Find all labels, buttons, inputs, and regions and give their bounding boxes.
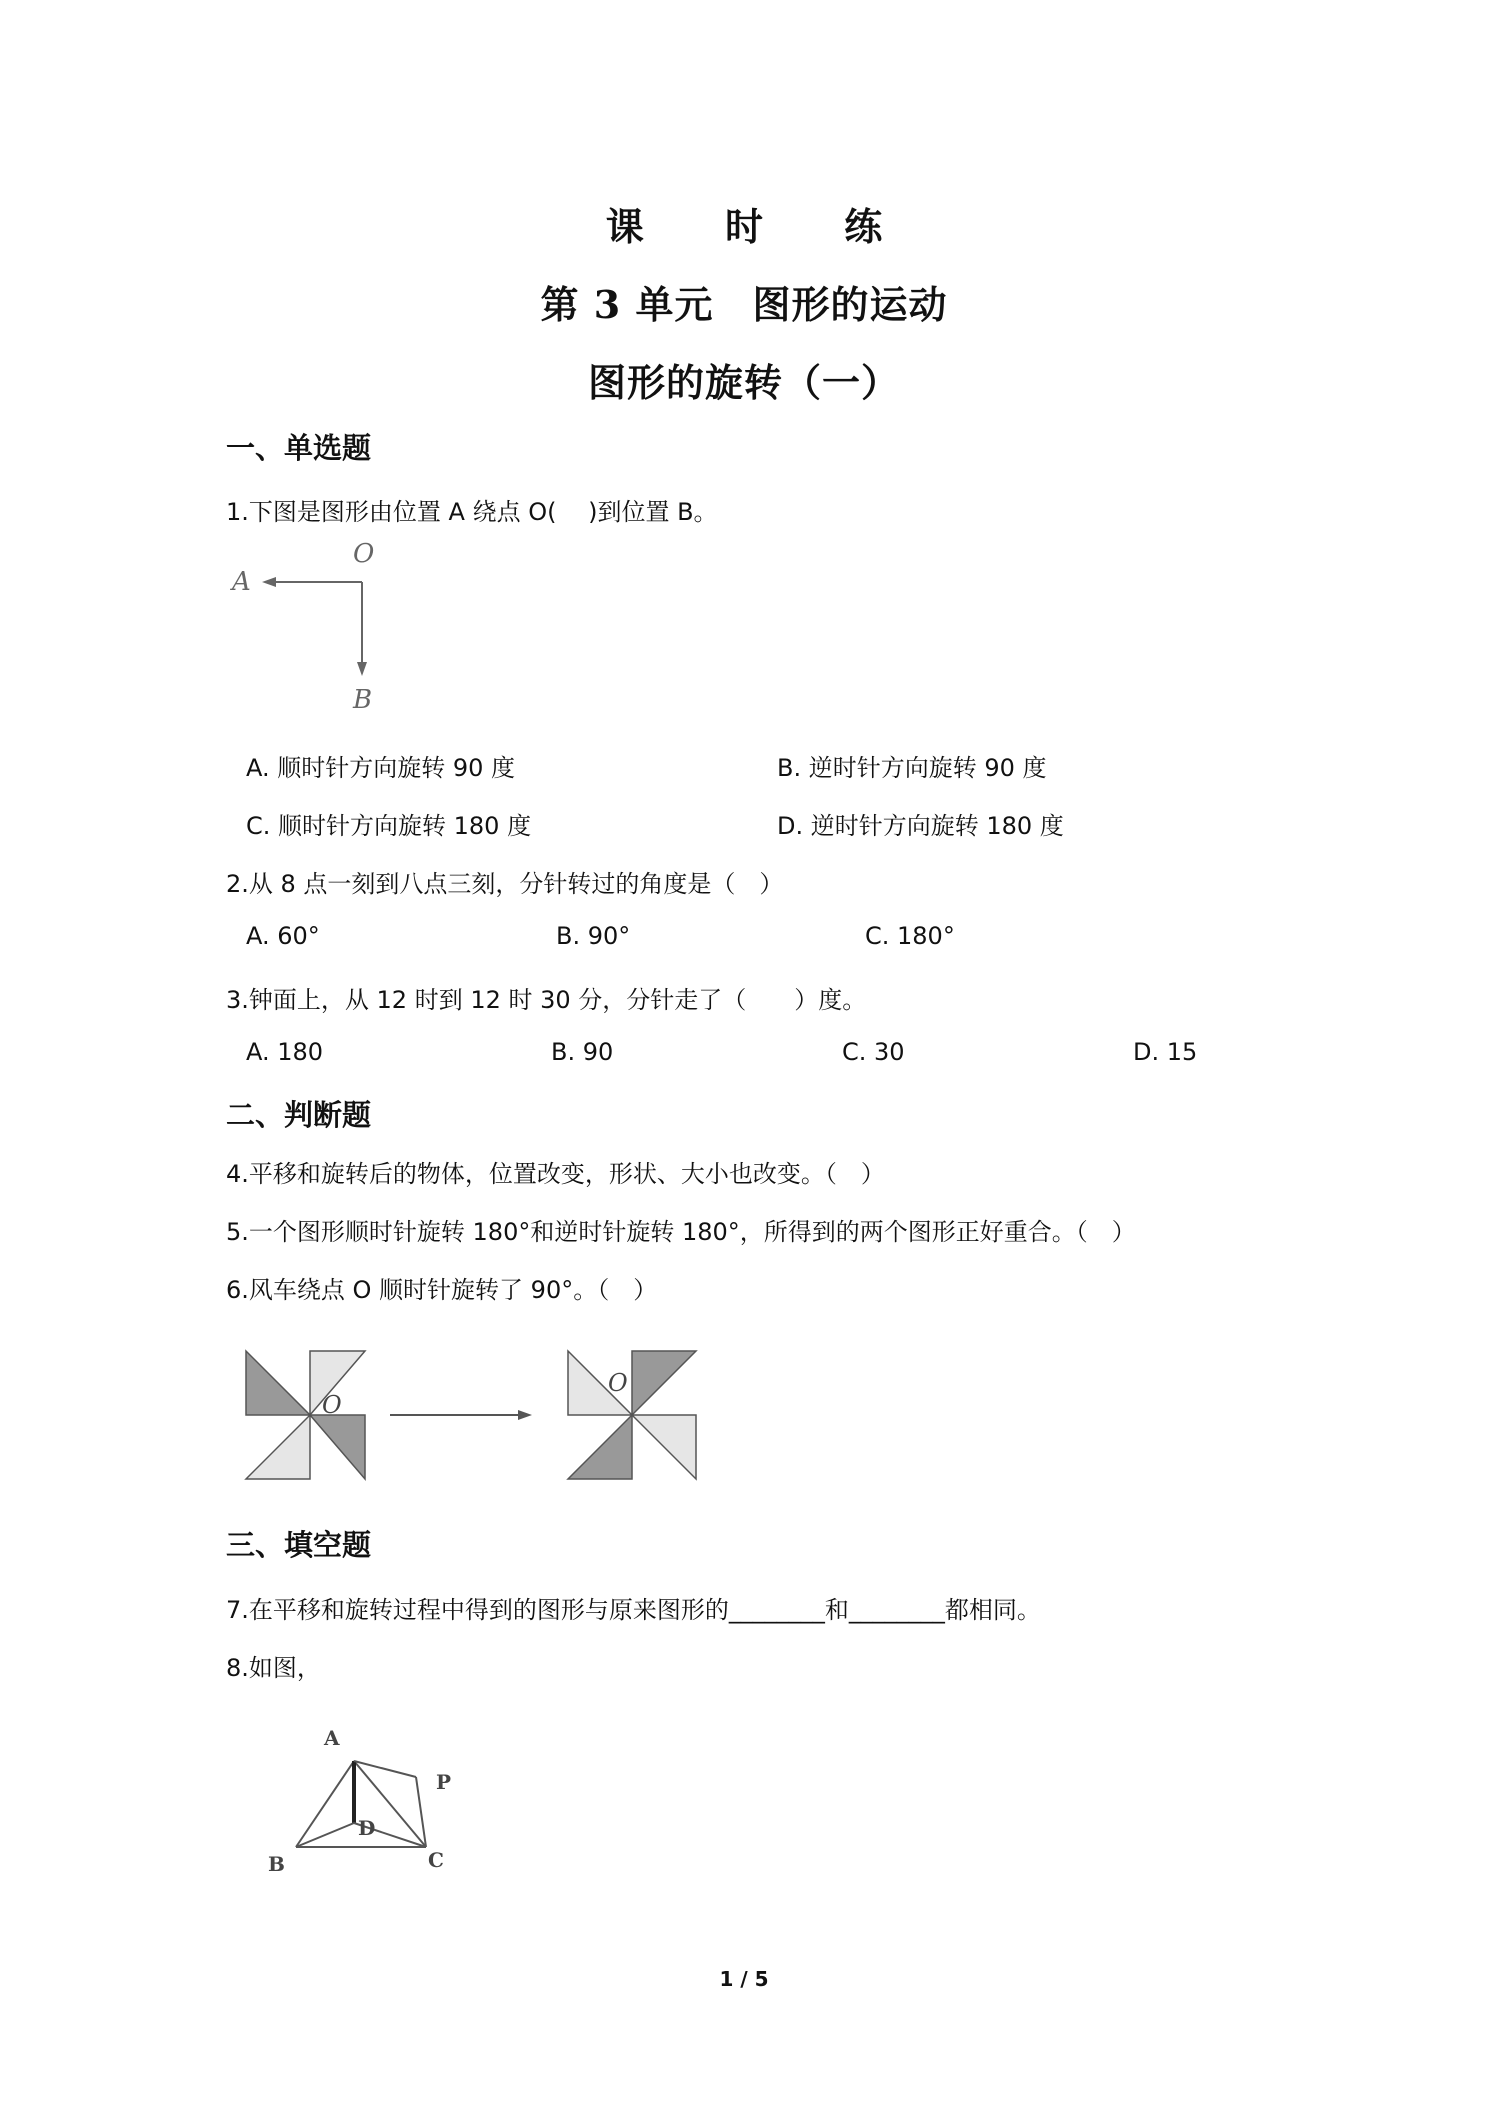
windmill-blade <box>310 1415 365 1479</box>
windmill-blade <box>568 1415 632 1479</box>
page-title: 课 时 练 <box>605 204 917 249</box>
q3-option-b[interactable]: B. 90 <box>551 1038 614 1066</box>
q1-rotation-figure <box>226 540 406 720</box>
q3-option-d[interactable]: D. 15 <box>1133 1038 1198 1066</box>
q1-option-c[interactable]: C. 顺时针方向旋转 180 度 <box>246 812 532 840</box>
q6-windmill-figure <box>240 1345 700 1485</box>
section-heading-fill-blank: 三、填空题 <box>226 1528 372 1562</box>
windmill-blade <box>632 1415 696 1479</box>
lesson-title: 图形的旋转（一） <box>587 360 900 405</box>
q1-option-d[interactable]: D. 逆时针方向旋转 180 度 <box>777 812 1064 840</box>
label-b: B <box>268 1852 285 1876</box>
rotation-arrowhead <box>518 1410 532 1420</box>
q3-option-c[interactable]: C. 30 <box>842 1038 905 1066</box>
page-number: 1 / 5 <box>719 1967 769 1991</box>
label-o-after: O <box>608 1369 628 1397</box>
label-o: O <box>353 540 375 569</box>
q2-option-c[interactable]: C. 180° <box>865 922 955 950</box>
question-7: 7.在平移和旋转过程中得到的图形与原来图形的________和________都相同。 <box>226 1596 1041 1624</box>
q2-option-b[interactable]: B. 90° <box>556 922 631 950</box>
q1-option-b[interactable]: B. 逆时针方向旋转 90 度 <box>777 754 1047 782</box>
label-a: A <box>324 1726 340 1750</box>
label-c: C <box>428 1848 444 1872</box>
arrowhead-a <box>262 577 276 587</box>
q3-option-a[interactable]: A. 180 <box>246 1038 324 1066</box>
q2-option-a[interactable]: A. 60° <box>246 922 320 950</box>
question-1: 1.下图是图形由位置 A 绕点 O( )到位置 B。 <box>226 498 718 526</box>
segment-ap <box>354 1761 416 1777</box>
windmill-before <box>246 1351 365 1479</box>
label-b: B <box>353 685 373 715</box>
windmill-after <box>568 1351 696 1479</box>
label-o-before: O <box>322 1391 342 1419</box>
question-6: 6.风车绕点 O 顺时针旋转了 90°。（ ） <box>226 1276 658 1304</box>
label-p: P <box>436 1770 452 1794</box>
question-2: 2.从 8 点一刻到八点三刻，分针转过的角度是（ ） <box>226 870 784 898</box>
windmill-blade <box>632 1351 696 1415</box>
section-heading-single-choice: 一、单选题 <box>226 431 372 465</box>
question-8: 8.如图， <box>226 1654 321 1682</box>
question-3: 3.钟面上，从 12 时到 12 时 30 分，分针走了（ ）度。 <box>226 986 867 1014</box>
question-5: 5.一个图形顺时针旋转 180°和逆时针旋转 180°，所得到的两个图形正好重合。（ ） <box>226 1218 1136 1246</box>
q8-triangle-figure <box>256 1715 466 1885</box>
arrowhead-b <box>357 662 367 676</box>
unit-title: 第 3 单元 图形的运动 <box>540 282 948 327</box>
q1-option-a[interactable]: A. 顺时针方向旋转 90 度 <box>246 754 516 782</box>
question-4: 4.平移和旋转后的物体，位置改变，形状、大小也改变。（ ） <box>226 1160 885 1188</box>
label-d: D <box>358 1816 376 1840</box>
windmill-blade <box>246 1351 310 1415</box>
section-heading-true-false: 二、判断题 <box>226 1098 372 1132</box>
windmill-blade <box>246 1415 310 1479</box>
label-a: A <box>232 567 251 597</box>
